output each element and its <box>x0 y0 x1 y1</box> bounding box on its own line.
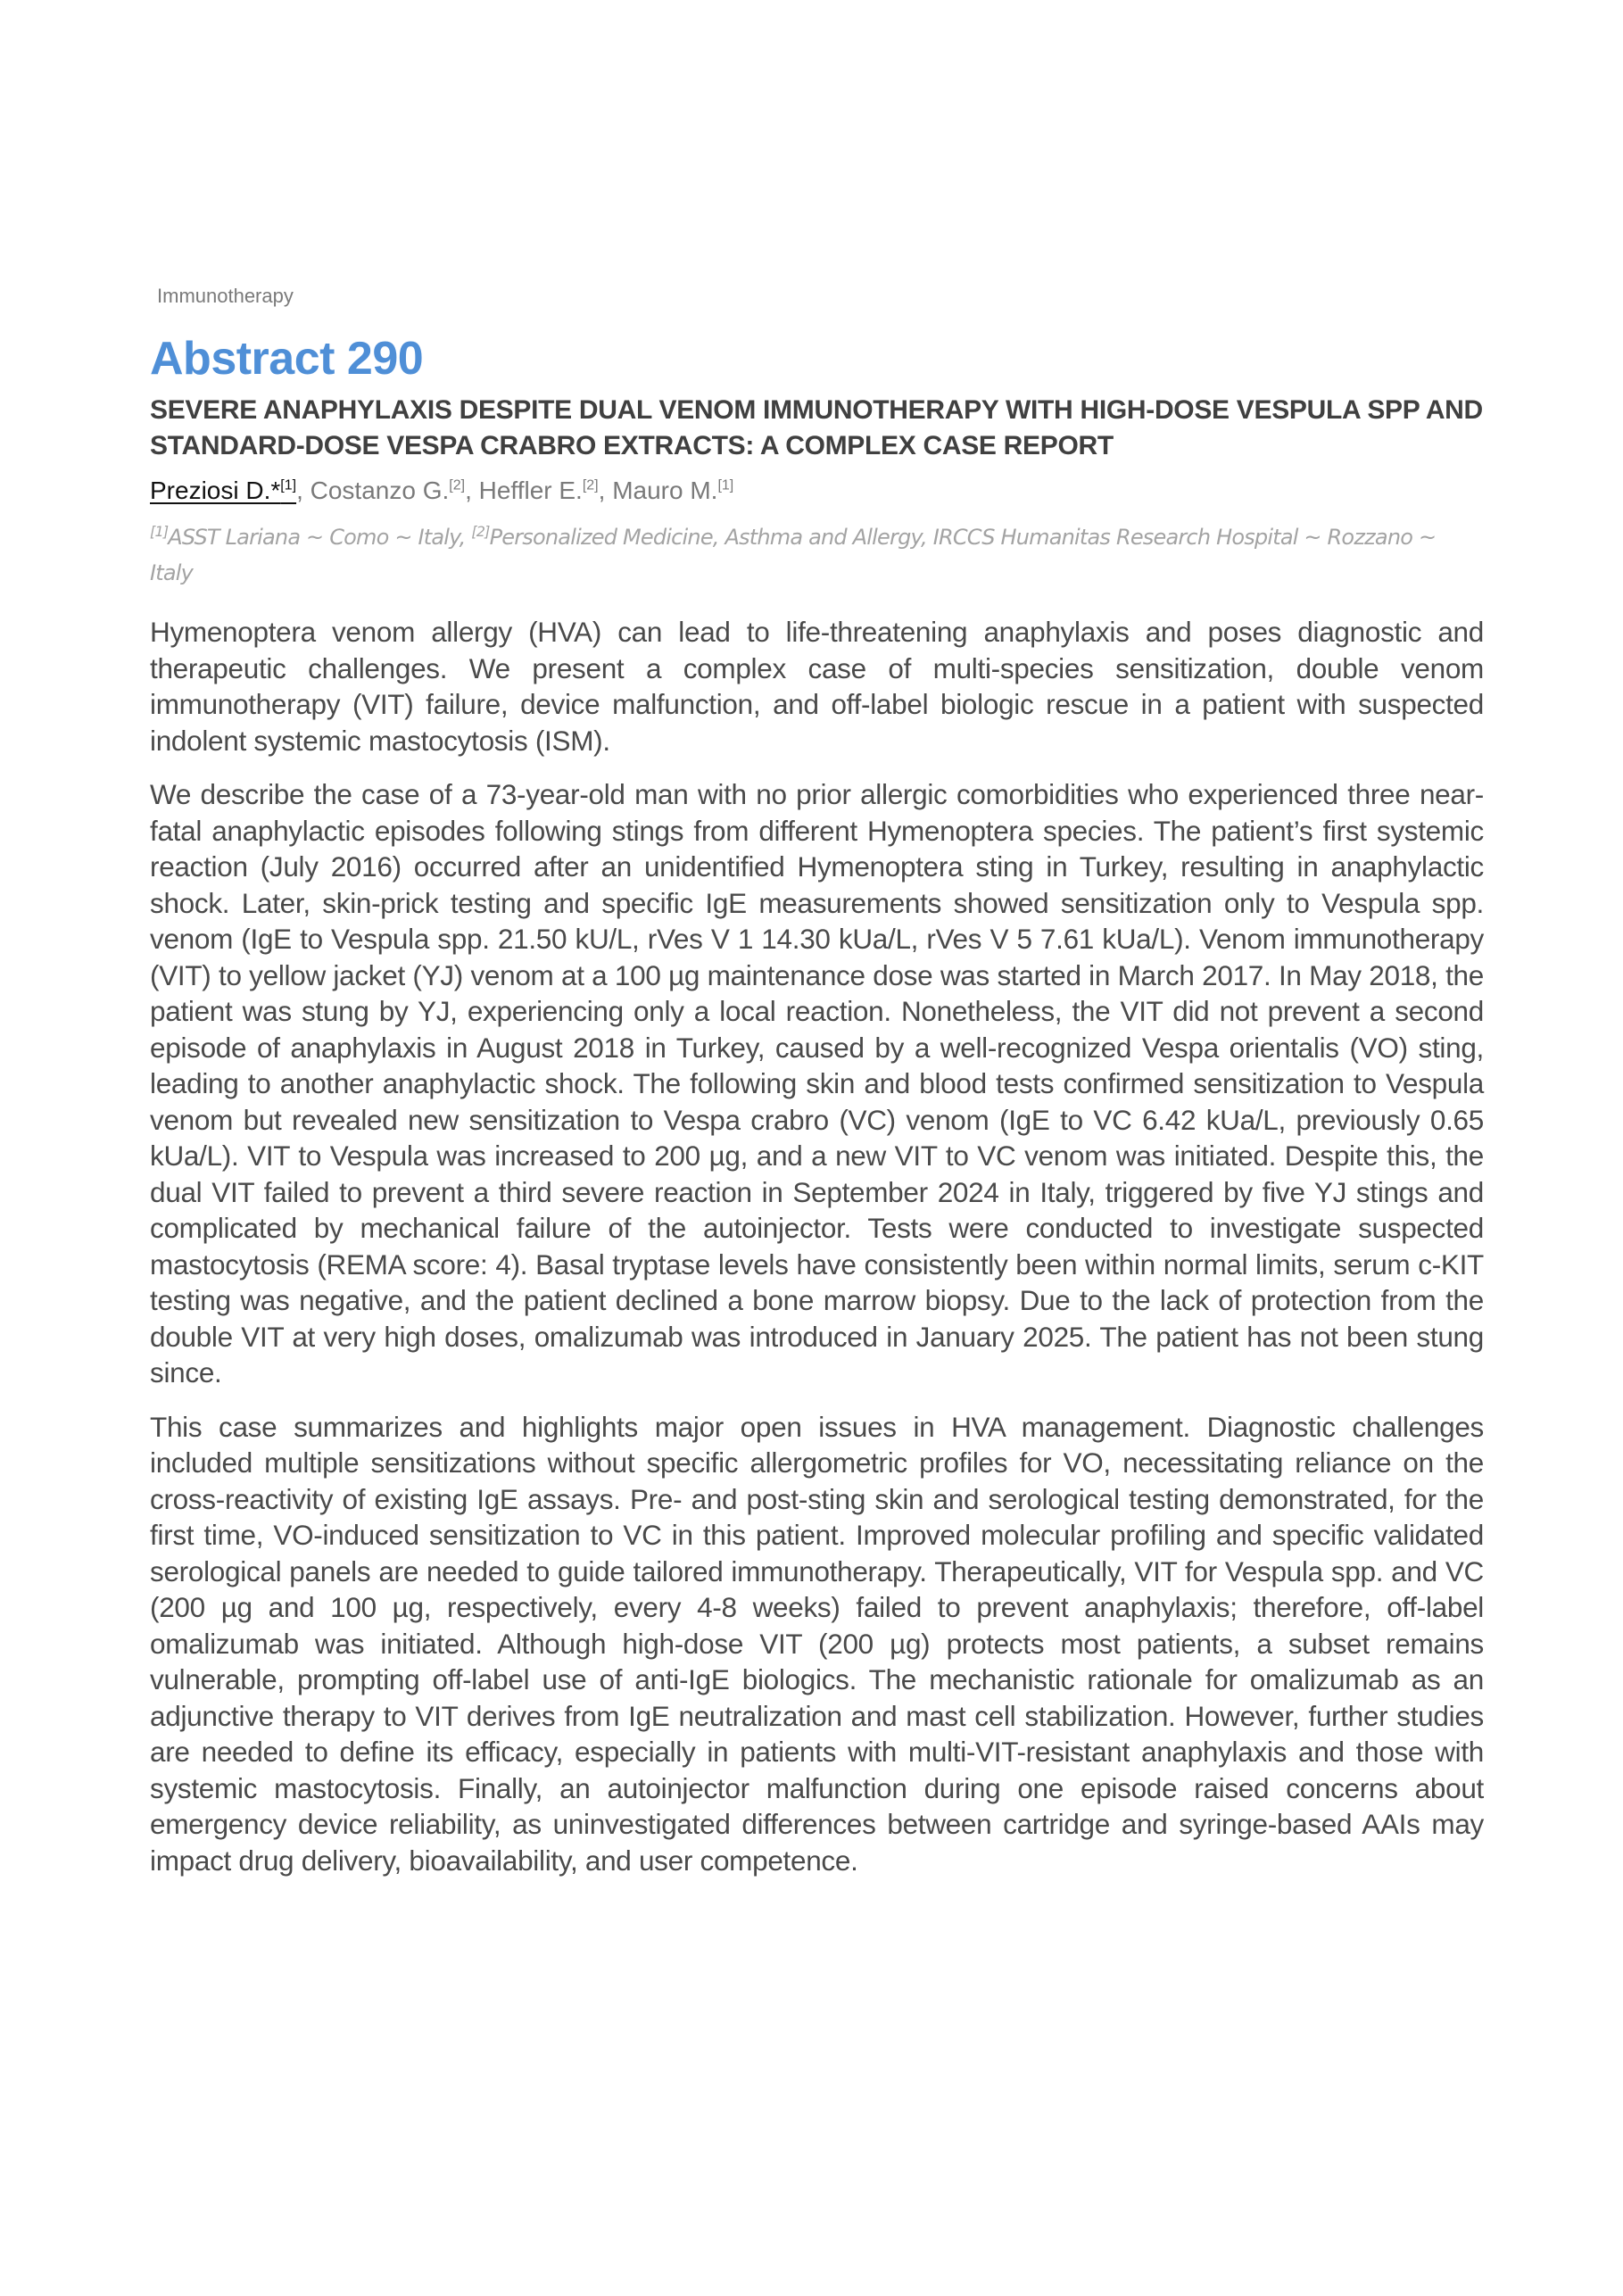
author-name: Preziosi D.* <box>150 477 281 504</box>
author-separator: , <box>296 477 311 504</box>
abstract-number-heading: Abstract 290 <box>150 333 424 385</box>
abstract-page <box>150 284 1484 1896</box>
body-paragraph-case-description: We describe the case of a 73-year-old man with no prior allergic comorbidities who experienced three near-fatal anaphylactic episodes following stings from different Hymenoptera species. The patient’s first systemic reaction (July 2016) occurred after an unidentified Hymenoptera sting in Turkey, resulting in anaphylactic shock. Later, skin-prick testing and specific IgE measurements showed sensitization only to Vespula spp. venom (IgE to Vespula spp. 21.50 kU/L, rVes V 1 14.30 kUa/L, rVes V 5 7.61 kUa/L). Venom immunotherapy (VIT) to yellow jacket (YJ) venom at a 100 µg maintenance dose was started in March 2017. In May 2018, the patient was stung by YJ, experiencing only a local reaction. Nonetheless, the VIT did not prevent a second episode of anaphylaxis in August 2018 in Turkey, caused by a well-recognized Vespa orientalis (VO) sting, leading to another anaphylactic shock. The following skin and blood tests confirmed sensitization to Vespula venom but revealed new sensitization to Vespa crabro (VC) venom (IgE to VC 6.42 kUa/L, previously 0.65 kUa/L). VIT to Vespula was increased to 200 µg, and a new VIT to VC venom was initiated. Despite this, the dual VIT failed to prevent a third severe reaction in September 2024 in Italy, triggered by five YJ stings and complicated by mechanical failure of the autoinjector. Tests were conducted to investigate suspected mastocytosis (REMA score: 4). Basal tryptase levels have consistently been within normal limits, serum c-KIT testing was negative, and the patient declined a bone marrow biopsy. Due to the lack of protection from the double VIT at very high doses, omalizumab was introduced in January 2025. The patient has not been stung since. <box>150 778 1484 1388</box>
affiliation-ref: [1] <box>280 477 297 493</box>
affiliation-ref: [1] <box>150 523 169 540</box>
affiliation-text: ASST Lariana ~ Como ~ Italy, <box>168 525 472 550</box>
affiliation-ref: [2] <box>582 477 599 493</box>
affiliation-list <box>150 519 1484 591</box>
author-presenter[interactable] <box>150 477 296 504</box>
author-separator: , <box>465 477 479 504</box>
body-paragraph-background: Hymenoptera venom allergy (HVA) can lead to life-threatening anaphylaxis and poses diagnostic and therapeutic challenges. We present a complex case of multi-species sensitization, double venom immunotherapy (VIT) failure, device malfunction, and off-label biologic rescue in a patient with suspected indolent systemic mastocytosis (ISM). <box>150 616 1484 757</box>
affiliation-ref: [2] <box>449 477 466 493</box>
affiliation-text: Personalized Medicine, Asthma and Allergy, IRCCS Humanitas Research Hospital ~ Rozzano ~ Italy <box>150 525 1437 585</box>
paper-title: SEVERE ANAPHYLAXIS DESPITE DUAL VENOM IMMUNOTHERAPY WITH HIGH-DOSE VESPULA SPP AND STANDARD-DOSE VESPA CRABRO EXTRACTS: A COMPLEX CASE REPORT <box>150 395 1483 460</box>
author-name: Mauro M. <box>612 477 718 504</box>
author-list <box>150 473 1484 509</box>
affiliation-ref: [1] <box>717 477 734 493</box>
category-label: Immunotherapy <box>157 285 294 307</box>
author-name: Heffler E. <box>478 477 583 504</box>
author-name: Costanzo G. <box>310 477 450 504</box>
affiliation-ref: [2] <box>471 523 490 540</box>
author-separator: , <box>598 477 613 504</box>
body-paragraph-discussion: This case summarizes and highlights major open issues in HVA management. Diagnostic challenges included multiple sensitizations without specific allergometric profiles for VO, necessitating reliance on the cross-reactivity of existing IgE assays. Pre- and post-sting skin and serological testing demonstrated, for the first time, VO-induced sensitization to VC in this patient. Improved molecular profiling and specific validated serological panels are needed to guide tailored immunotherapy. Therapeutically, VIT for Vespula spp. and VC (200 µg and 100 µg, respectively, every 4-8 weeks) failed to prevent anaphylaxis; therefore, off-label omalizumab was initiated. Although high-dose VIT (200 µg) protects most patients, a subset remains vulnerable, prompting off-label use of anti-IgE biologics. The mechanistic rationale for omalizumab as an adjunctive therapy to VIT derives from IgE neutralization and mast cell stabilization. However, further studies are needed to define its efficacy, especially in patients with multi-VIT-resistant anaphylaxis and those with systemic mastocytosis. Finally, an autoinjector malfunction during one episode raised concerns about emergency device reliability, as uninvestigated differences between cartridge and syringe-based AAIs may impact drug delivery, bioavailability, and user competence. <box>150 1410 1484 1877</box>
